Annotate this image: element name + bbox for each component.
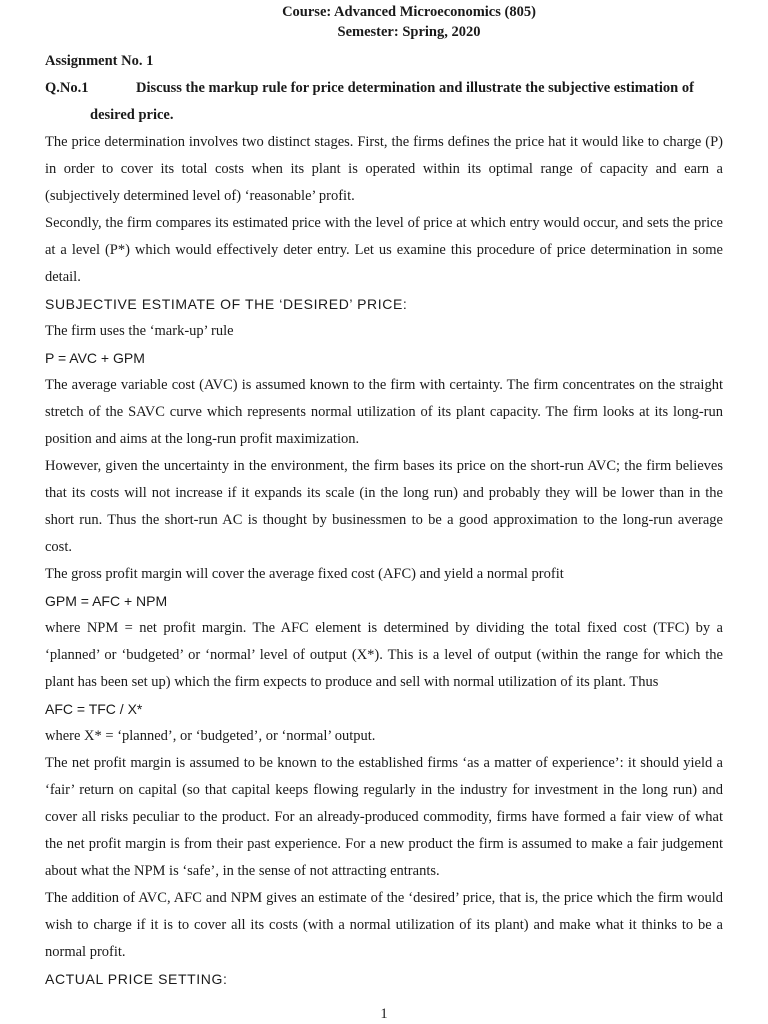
paragraph-10: The addition of AVC, AFC and NPM gives an estimate of the ‘desired’ price, that is, the price which the firm would wish to charge if it is to cover all its costs (with a normal utilization of its plant) and make what it thinks to be a normal profit.: [45, 890, 723, 960]
page-number: 1: [380, 1006, 388, 1022]
paragraph-1: The price determination involves two distinct stages. First, the firms defines the price hat it would like to charge (P) in order to cover its total costs when its plant is operated within its optimal range of capacity and earn a (subjectively determined level of) ‘reasonable’ profit.: [45, 134, 723, 204]
question-block: [45, 75, 723, 129]
course-title: Course: Advanced Microeconomics (805): [282, 4, 536, 20]
paragraph-4: The average variable cost (AVC) is assumed known to the firm with certainty. The firm concentrates on the straight stretch of the SAVC curve which represents normal utilization of its plant capacity. The firm looks at its long-run position and aims at the long-run profit maximization.: [45, 377, 723, 447]
question-text-line2: desired price.: [90, 107, 174, 123]
document-page: [45, 0, 723, 1024]
question-number: Q.No.1: [45, 80, 89, 96]
question-text-line1: Discuss the markup rule for price determination and illustrate the subjective estimation of: [136, 80, 694, 96]
paragraph-2: Secondly, the firm compares its estimated price with the level of price at which entry would occur, and sets the price at a level (P*) which would effectively deter entry. Let us examine this procedure of price determination in some detail.: [45, 215, 723, 285]
paragraph-3: The firm uses the ‘mark-up’ rule: [45, 323, 234, 339]
paragraph-6: The gross profit margin will cover the average fixed cost (AFC) and yield a normal profit: [45, 566, 564, 582]
semester-line: Semester: Spring, 2020: [337, 24, 481, 40]
section-heading-actual-price: ACTUAL PRICE SETTING:: [45, 971, 228, 987]
paragraph-5: However, given the uncertainty in the environment, the firm bases its price on the short-run AVC; the firm believes that its costs will not increase if it expands its scale (in the long run) and probably they will be lower than in the short run. Thus the short-run AC is thought by businessmen to be a good approximation to the long-run average cost.: [45, 458, 723, 555]
formula-price: P = AVC + GPM: [45, 350, 145, 366]
paragraph-7: where NPM = net profit margin. The AFC element is determined by dividing the total fixed cost (TFC) by a ‘planned’ or ‘budgeted’ or ‘normal’ level of output (X*). This is a level of output (within the range for which the plant has been set up) which the firm expects to produce and sell with normal utilization of its plant. Thus: [45, 620, 723, 690]
document-header: [95, 0, 723, 42]
paragraph-8: where X* = ‘planned’, or ‘budgeted’, or ‘normal’ output.: [45, 728, 376, 744]
assignment-title: Assignment No. 1: [45, 53, 154, 69]
section-heading-desired-price: SUBJECTIVE ESTIMATE OF THE ‘DESIRED’ PRICE:: [45, 296, 408, 312]
formula-gpm: GPM = AFC + NPM: [45, 593, 168, 609]
paragraph-9: The net profit margin is assumed to be known to the established firms ‘as a matter of experience’: it should yield a ‘fair’ return on capital (so that capital keeps flowing regularly in the industry for investment in the long run) and cover all risks peculiar to the product. For an already-produced commodity, firms have formed a fair view of what the net profit margin is from their past experience. For a new product the firm is assumed to make a fair judgement about what the NPM is ‘safe’, in the sense of not attracting entrants.: [45, 755, 723, 879]
formula-afc: AFC = TFC / X*: [45, 701, 143, 717]
